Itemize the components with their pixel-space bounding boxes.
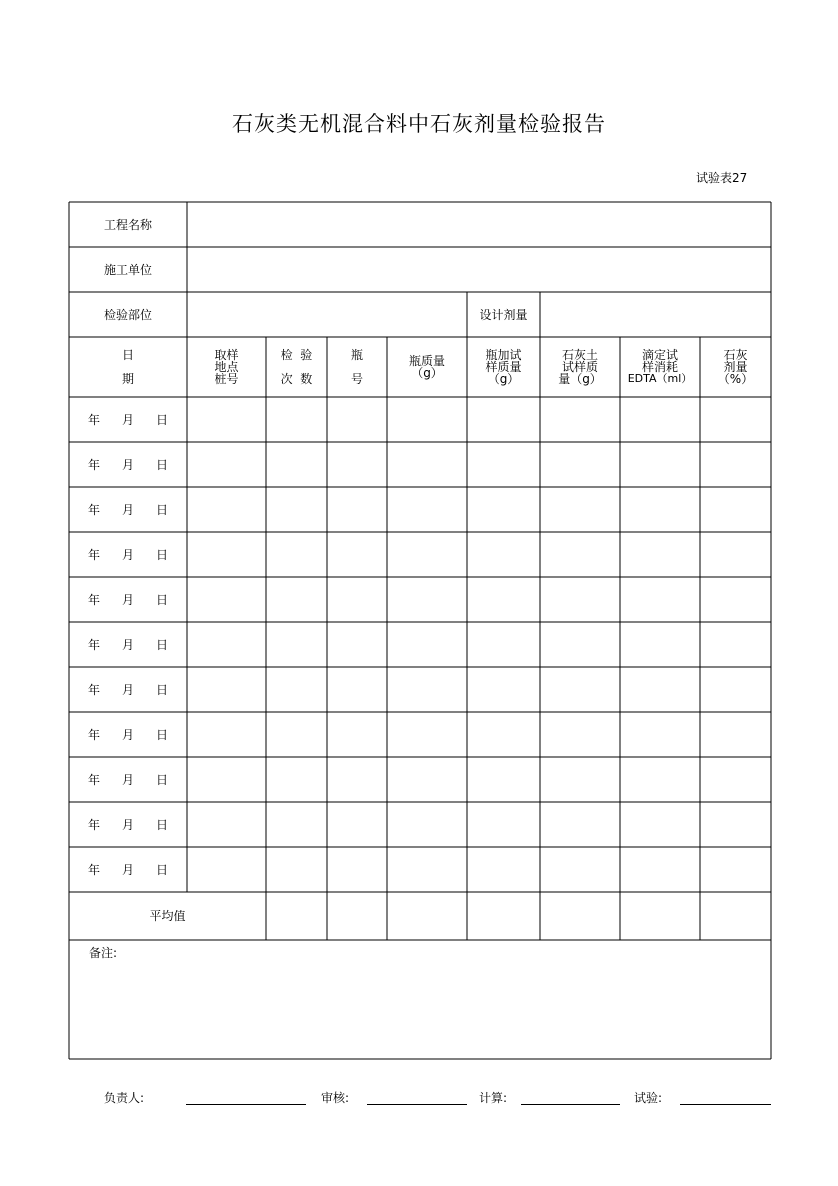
remarks-label: 备注: — [89, 946, 118, 960]
calc-label: 计算: — [479, 1091, 508, 1105]
header-soil-line1: 石灰土 — [561, 348, 598, 362]
year-label: 年 — [87, 683, 100, 697]
header-lime-line2: 剂量 — [723, 360, 748, 374]
header-bottle-sample-mass — [467, 337, 540, 397]
header-edta-line2: 样消耗 — [641, 360, 678, 374]
header-bottle-sample-line2: 样质量 — [485, 360, 522, 374]
day-label: 日 — [156, 593, 169, 607]
day-label: 日 — [156, 638, 169, 652]
test-signature-line[interactable] — [680, 1104, 771, 1105]
header-date — [69, 337, 187, 397]
header-bottle-mass — [387, 337, 467, 397]
table-row[interactable] — [69, 577, 187, 622]
year-label: 年 — [87, 593, 100, 607]
year-label: 年 — [87, 863, 100, 877]
month-label: 月 — [121, 593, 134, 607]
month-label: 月 — [121, 548, 134, 562]
header-lime-line1: 石灰 — [723, 348, 748, 362]
header-bottle-line1: 瓶 — [350, 348, 363, 362]
project-name-label: 工程名称 — [103, 217, 152, 232]
inspection-part-label: 检验部位 — [103, 307, 152, 322]
year-label: 年 — [87, 458, 100, 472]
year-label: 年 — [87, 413, 100, 427]
header-date-line2: 期 — [121, 372, 134, 386]
project-name-field[interactable] — [187, 202, 771, 247]
header-lime-line3: （%） — [717, 372, 754, 386]
month-label: 月 — [121, 413, 134, 427]
test-label: 试验: — [634, 1091, 663, 1105]
header-edta-line1: 滴定试 — [641, 348, 678, 362]
header-edta — [620, 337, 700, 397]
table-row[interactable] — [69, 847, 187, 892]
header-sample-line2: 地点 — [214, 360, 239, 374]
responsible-signature-line[interactable] — [186, 1104, 306, 1105]
table-row[interactable] — [69, 532, 187, 577]
header-soil-line3: 量（g） — [558, 372, 602, 386]
design-dosage-label: 设计剂量 — [479, 307, 528, 322]
month-label: 月 — [121, 818, 134, 832]
review-label: 审核: — [321, 1091, 350, 1105]
day-label: 日 — [156, 503, 169, 517]
header-sample-location — [187, 337, 266, 397]
year-label: 年 — [87, 638, 100, 652]
header-soil-line2: 试样质 — [561, 360, 598, 374]
header-sample-line3: 桩号 — [214, 372, 239, 386]
header-bottle-mass-line1: 瓶质量 — [408, 354, 445, 368]
table-row[interactable] — [69, 757, 187, 802]
day-label: 日 — [156, 728, 169, 742]
table-row[interactable] — [69, 802, 187, 847]
day-label: 日 — [156, 818, 169, 832]
header-lime-dosage — [700, 337, 771, 397]
table-row[interactable] — [69, 442, 187, 487]
header-sample-line1: 取样 — [214, 348, 239, 362]
month-label: 月 — [121, 503, 134, 517]
year-label: 年 — [87, 818, 100, 832]
day-label: 日 — [156, 458, 169, 472]
day-label: 日 — [156, 773, 169, 787]
header-edta-line3: EDTA（ml） — [627, 372, 693, 385]
month-label: 月 — [121, 773, 134, 787]
header-soil-sample-mass — [540, 337, 620, 397]
header-bottle-line2: 号 — [350, 372, 363, 386]
responsible-label: 负责人: — [104, 1091, 145, 1105]
day-label: 日 — [156, 413, 169, 427]
header-bottle-no — [327, 337, 387, 397]
day-label: 日 — [156, 548, 169, 562]
calc-signature-line[interactable] — [521, 1104, 620, 1105]
contractor-label: 施工单位 — [103, 262, 152, 277]
contractor-field[interactable] — [187, 247, 771, 292]
remarks-field[interactable] — [70, 941, 770, 1058]
table-row[interactable] — [69, 712, 187, 757]
year-label: 年 — [87, 503, 100, 517]
table-row[interactable] — [69, 487, 187, 532]
inspection-part-field[interactable] — [187, 292, 467, 337]
year-label: 年 — [87, 773, 100, 787]
header-test-count — [266, 337, 327, 397]
form-number: 试验表27 — [696, 171, 748, 185]
table-row[interactable] — [69, 397, 187, 442]
month-label: 月 — [121, 638, 134, 652]
header-bottle-sample-line1: 瓶加试 — [485, 348, 522, 362]
year-label: 年 — [87, 728, 100, 742]
average-label: 平均值 — [149, 909, 186, 923]
month-label: 月 — [121, 683, 134, 697]
day-label: 日 — [156, 683, 169, 697]
month-label: 月 — [121, 458, 134, 472]
year-label: 年 — [87, 548, 100, 562]
design-dosage-field[interactable] — [540, 292, 771, 337]
table-row[interactable] — [69, 667, 187, 712]
month-label: 月 — [121, 863, 134, 877]
table-row[interactable] — [69, 622, 187, 667]
report-title: 石灰类无机混合料中石灰剂量检验报告 — [232, 112, 606, 136]
review-signature-line[interactable] — [367, 1104, 467, 1105]
header-bottle-sample-line3: （g） — [487, 372, 520, 386]
header-date-line1: 日 — [121, 348, 134, 362]
header-bottle-mass-line2: （g） — [411, 366, 443, 380]
day-label: 日 — [156, 863, 169, 877]
header-count-line1: 检 验 — [280, 348, 313, 362]
month-label: 月 — [121, 728, 134, 742]
header-count-line2: 次 数 — [280, 372, 313, 386]
